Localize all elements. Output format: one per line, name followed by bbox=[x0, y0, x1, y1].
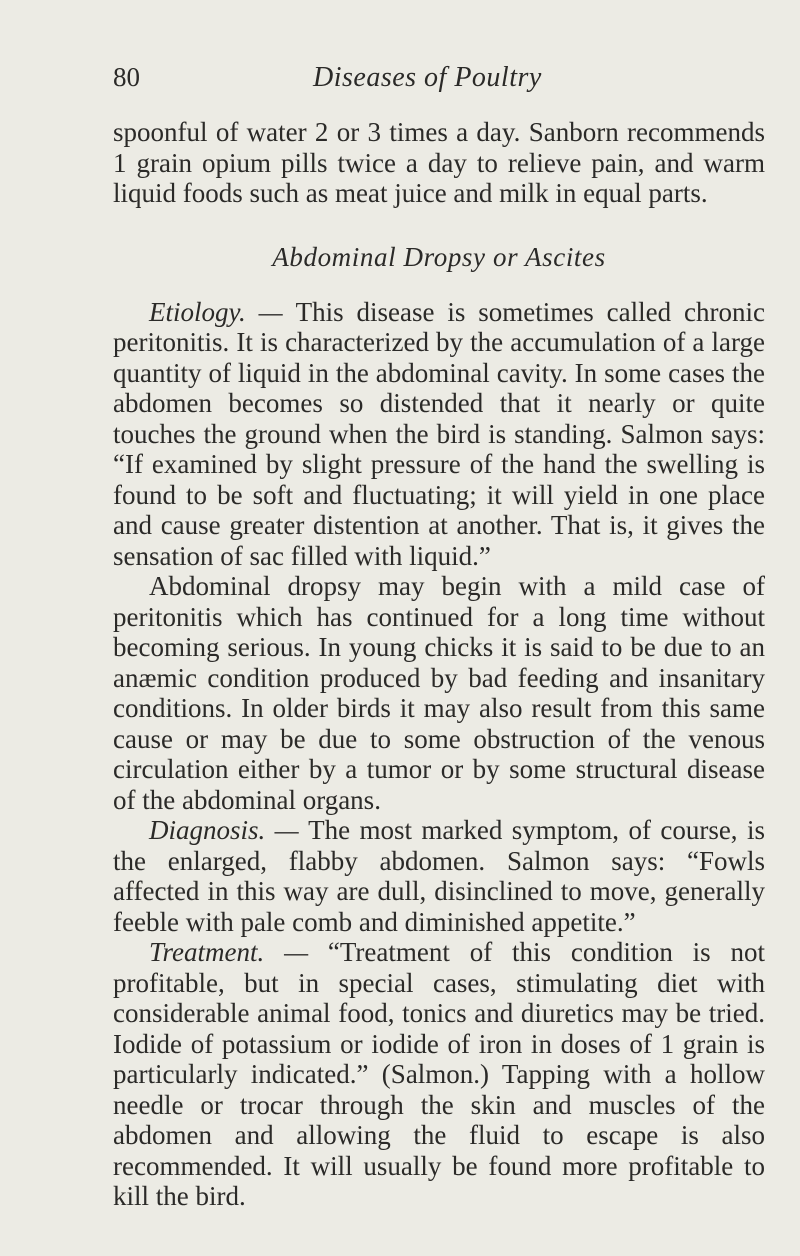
paragraph-treatment bbox=[113, 937, 765, 1212]
section-heading: Abdominal Dropsy or Ascites bbox=[272, 241, 606, 272]
page-number: 80 bbox=[113, 62, 140, 92]
diagnosis-lead: Diagnosis. — bbox=[149, 815, 309, 845]
treatment-text: “Treatment of this condition is not profitable, but in special cases, stimulating diet with considerable animal food, tonics and diuretics may be tried. Iodide of potassium or iodide of iron in doses of 1 grain is particularly indicated.” (Salmon.) Tapping with a hollow needle or trocar through the skin and muscles of the abdomen and allowing the fluid to escape is also recommended. It will usually be found more profitable to kill the bird. bbox=[113, 937, 765, 1211]
page-body bbox=[113, 117, 765, 1212]
etiology-text: This disease is sometimes called chronic peritonitis. It is characterized by the accumulation of a large quantity of liquid in the abdominal cavity. In some cases the abdomen becomes so distended that it nearly or quite touches the ground when the bird is standing. Salmon says: “If examined by slight pressure of the hand the swelling is found to be soft and fluctuating; it will yield in one place and cause greater distention at another. That is, it gives the sensation of sac filled with liquid.” bbox=[113, 296, 766, 571]
treatment-lead: Treatment. — bbox=[149, 937, 328, 967]
diagnosis-text: The most marked symptom, of course, is the enlarged, flabby abdomen. Salmon says: “Fowls affected in this way are dull, disinclined to move, generally feeble with pale comb and diminished appetite.” bbox=[113, 815, 765, 937]
paragraph-dropsy-origin: Abdominal dropsy may begin with a mild case of peritonitis which has continued for a long time without becoming serious. In young chicks it is said to be due to an anæmic condition produced by bad feeding and insanitary conditions. In older birds it may also result from this same cause or may be due to some obstruction of the venous circulation either by a tumor or by some structural disease of the abdominal organs. bbox=[113, 571, 765, 815]
etiology-lead: Etiology. — bbox=[149, 296, 296, 327]
running-title: Diseases of Poultry bbox=[313, 62, 542, 93]
paragraph-continued: spoonful of water 2 or 3 times a day. Sanborn recommends 1 grain opium pills twice a day to relieve pain, and warm liquid foods such as meat juice and milk in equal parts. bbox=[113, 117, 765, 208]
paragraph-etiology bbox=[113, 297, 765, 572]
page-header bbox=[113, 62, 763, 102]
paragraph-diagnosis bbox=[113, 815, 765, 937]
